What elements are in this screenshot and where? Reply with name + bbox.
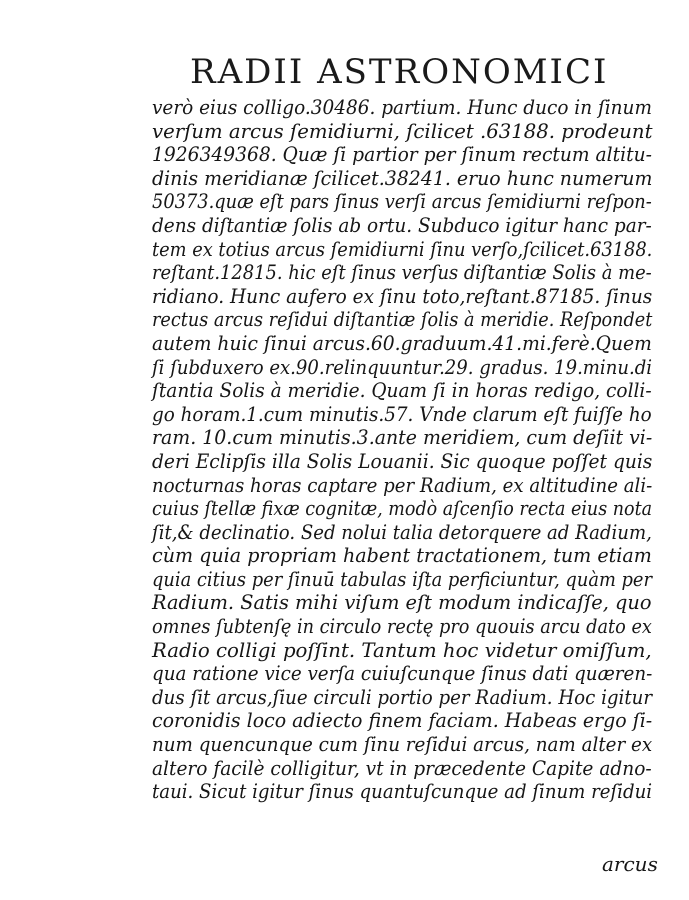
text-line: verſum arcus ſemidiurni, ſcilicet .63188. prodeunt: [152, 118, 653, 143]
text-line: dinis meridianæ ſcilicet.38241. eruo hunc numerum: [152, 165, 653, 190]
text-line: Radium. Satis mihi viſum eſt modum indicaſſe, quo: [152, 590, 652, 615]
text-line: ridiano. Hunc aufero ex ſinu toto,reſtant.87185. ſinus: [152, 283, 653, 308]
text-line: go horam.1.cum minutis.57. Vnde clarum eſt fuiſſe ho: [152, 401, 652, 426]
text-line: coronidis loco adiecto finem faciam. Habeas ergo ſi-: [152, 708, 653, 733]
catchword: arcus: [602, 852, 658, 876]
text-line: autem huic ſinui arcus.60.graduum.41.mi.ferè.Quem: [152, 330, 652, 355]
text-line: 50373.quæ eſt pars ſinus verſi arcus ſemidiurni reſpon-: [152, 189, 652, 214]
text-line: ſit,& declinatio. Sed nolui talia detorquere ad Radium,: [152, 519, 652, 544]
text-line: qua ratione vice verſa cuiuſcunque ſinus dati quæren-: [152, 661, 653, 686]
text-line: nocturnas horas captare per Radium, ex altitudine ali-: [152, 472, 653, 497]
text-line: ſi ſubduxero ex.90.relinquuntur.29. gradus. 19.minu.di: [152, 354, 653, 379]
text-line: dus ſit arcus,ſiue circuli portio per Radium. Hoc igitur: [152, 684, 653, 709]
text-line: ram. 10.cum minutis.3.ante meridiem, cum deſiit vi-: [152, 425, 653, 450]
text-line: reſtant.12815. hic eſt ſinus verſus diſtantiæ Solis à me-: [152, 260, 652, 285]
text-line: altero facilè colligitur, vt in præcedente Capite adno-: [152, 755, 652, 780]
body-text: [152, 96, 652, 804]
text-line: tem ex totius arcus ſemidiurni ſinu verſo,ſcilicet.63188.: [152, 236, 653, 261]
text-line: ſtantia Solis à meridie. Quam ſi in horas redigo, colli-: [152, 378, 652, 403]
text-line: rectus arcus reſidui diſtantiæ ſolis à meridie. Reſpondet: [152, 307, 653, 332]
text-line: verò eius colligo.30486. partium. Hunc duco in ſinum: [152, 95, 652, 119]
text-line: quia citius per ſinuū tabulas iſta perficiuntur, quàm per: [152, 566, 653, 591]
text-line: dens diſtantiæ ſolis ab ortu. Subduco igitur hanc par-: [152, 212, 652, 237]
text-line: Radio colligi poſſint. Tantum hoc videtur omiſſum,: [152, 637, 652, 662]
text-line: omnes ſubtenſę in circulo rectę pro quouis arcu dato ex: [152, 614, 652, 639]
text-line: taui. Sicut igitur ſinus quantuſcunque ad ſinum reſidui: [152, 779, 653, 804]
text-line: cùm quia propriam habent tractationem, tum etiam: [152, 543, 652, 568]
text-line: deri Eclipſis illa Solis Louanii. Sic quoque poſſet quis: [152, 448, 653, 473]
running-head: RADII ASTRONOMICI: [190, 52, 609, 92]
text-line: cuius ſtellæ fixæ cognitæ, modò aſcenſio recta eius nota: [152, 496, 653, 521]
text-line: 1926349368. Quæ ſi partior per ſinum rectum altitu-: [152, 142, 652, 167]
text-line: num quencunque cum ſinu reſidui arcus, nam alter ex: [152, 732, 653, 757]
